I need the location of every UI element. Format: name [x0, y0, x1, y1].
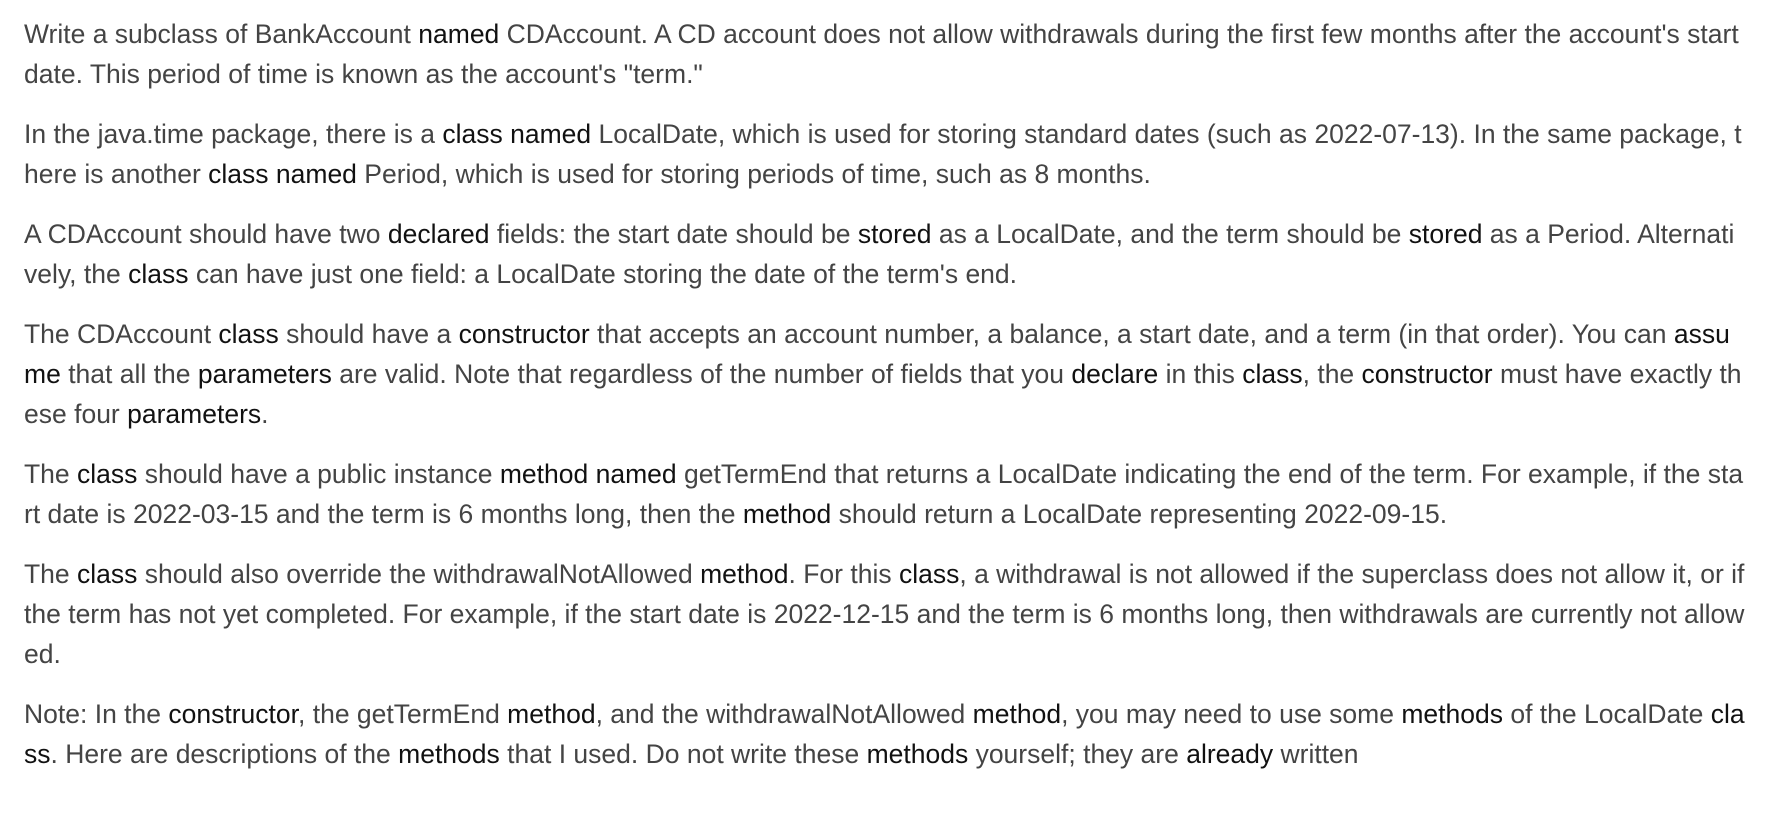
paragraph-4	[24, 314, 1746, 434]
keyword-text: stored	[1408, 219, 1483, 249]
body-text: as a Period. Alternatively, the	[24, 219, 1735, 289]
keyword-text: class named	[208, 159, 357, 189]
body-text: fields: the start date should be	[489, 219, 858, 249]
body-text: that accepts an account number, a balance, a start date, and a term (in that order). You can	[589, 319, 1674, 349]
keyword-text: already	[1186, 739, 1274, 769]
body-text: .	[261, 399, 269, 429]
keyword-text: class	[77, 559, 138, 589]
paragraph-3	[24, 214, 1746, 294]
keyword-text: assume	[24, 319, 1730, 389]
paragraph-2	[24, 114, 1746, 194]
keyword-text: method	[700, 559, 789, 589]
keyword-text: methods	[866, 739, 969, 769]
body-text: getTermEnd that returns a LocalDate indicating the end of the term. For example, if the start date is 2022-03-15 and the term is 6 months long, then the	[24, 459, 1744, 529]
body-text: in this	[1158, 359, 1243, 389]
keyword-text: declared	[387, 219, 490, 249]
paragraph-5	[24, 454, 1746, 534]
body-text: The	[24, 559, 78, 589]
body-text: CDAccount. A CD account does not allow withdrawals during the first few months after the account's start date. This period of time is known as the account's "term."	[24, 19, 1739, 89]
keyword-text: constructor	[168, 699, 298, 729]
keyword-text: stored	[857, 219, 932, 249]
keyword-text: class	[1242, 359, 1303, 389]
keyword-text: method	[507, 699, 596, 729]
body-text: yourself; they are	[968, 739, 1187, 769]
body-text: , the getTermEnd	[298, 699, 508, 729]
keyword-text: class	[24, 699, 1745, 769]
body-text: should have a	[278, 319, 459, 349]
body-text: , a withdrawal is not allowed if the superclass does not allow it, or if the term has not yet completed. For example, if the start date is 2022-12-15 and the term is 6 months long, then withdrawals are currently not allowed.	[24, 559, 1745, 669]
keyword-text: method	[742, 499, 832, 529]
body-text: . Here are descriptions of the	[50, 739, 399, 769]
body-text: should have a public instance	[137, 459, 500, 489]
body-text: A CDAccount should have two	[24, 219, 388, 249]
body-text: In the java.time package, there is a	[24, 119, 443, 149]
body-text: written	[1273, 739, 1359, 769]
body-text: . For this	[788, 559, 899, 589]
keyword-text: methods	[398, 739, 500, 769]
body-text: that I used. Do not write these	[499, 739, 867, 769]
keyword-text: method	[972, 699, 1062, 729]
keyword-text: class	[218, 319, 279, 349]
body-text: must have exactly these four	[24, 359, 1742, 429]
body-text: , you may need to use some	[1061, 699, 1402, 729]
keyword-text: class	[128, 259, 189, 289]
paragraph-6	[24, 554, 1746, 674]
keyword-text: named	[418, 19, 500, 49]
keyword-text: constructor	[458, 319, 590, 349]
body-text: that all the	[60, 359, 198, 389]
body-text: , and the withdrawalNotAllowed	[595, 699, 973, 729]
paragraph-7	[24, 694, 1746, 774]
keyword-text: class named	[442, 119, 592, 149]
body-text: Note: In the	[24, 699, 169, 729]
body-text: can have just one field: a LocalDate storing the date of the term's end.	[188, 259, 1018, 289]
keyword-text: parameters	[197, 359, 332, 389]
keyword-text: parameters	[127, 399, 262, 429]
body-text: as a LocalDate, and the term should be	[931, 219, 1409, 249]
body-text: should also override the withdrawalNotAllowed	[137, 559, 701, 589]
paragraph-1	[24, 14, 1746, 94]
keyword-text: constructor	[1361, 359, 1493, 389]
body-text: , the	[1302, 359, 1362, 389]
keyword-text: methods	[1401, 699, 1503, 729]
body-text: The CDAccount	[24, 319, 219, 349]
keyword-text: class	[898, 559, 960, 589]
body-text: are valid. Note that regardless of the number of fields that you	[331, 359, 1072, 389]
body-text: LocalDate, which is used for storing standard dates (such as 2022-07-13). In the same package, there is another	[24, 119, 1742, 189]
keyword-text: declare	[1071, 359, 1159, 389]
body-text: Period, which is used for storing periods of time, such as 8 months.	[356, 159, 1151, 189]
body-text: Write a subclass of BankAccount	[24, 19, 419, 49]
keyword-text: method named	[499, 459, 677, 489]
body-text: should return a LocalDate representing 2022-09-15.	[831, 499, 1448, 529]
body-text: of the LocalDate	[1502, 699, 1711, 729]
keyword-text: class	[77, 459, 138, 489]
body-text: The	[24, 459, 78, 489]
